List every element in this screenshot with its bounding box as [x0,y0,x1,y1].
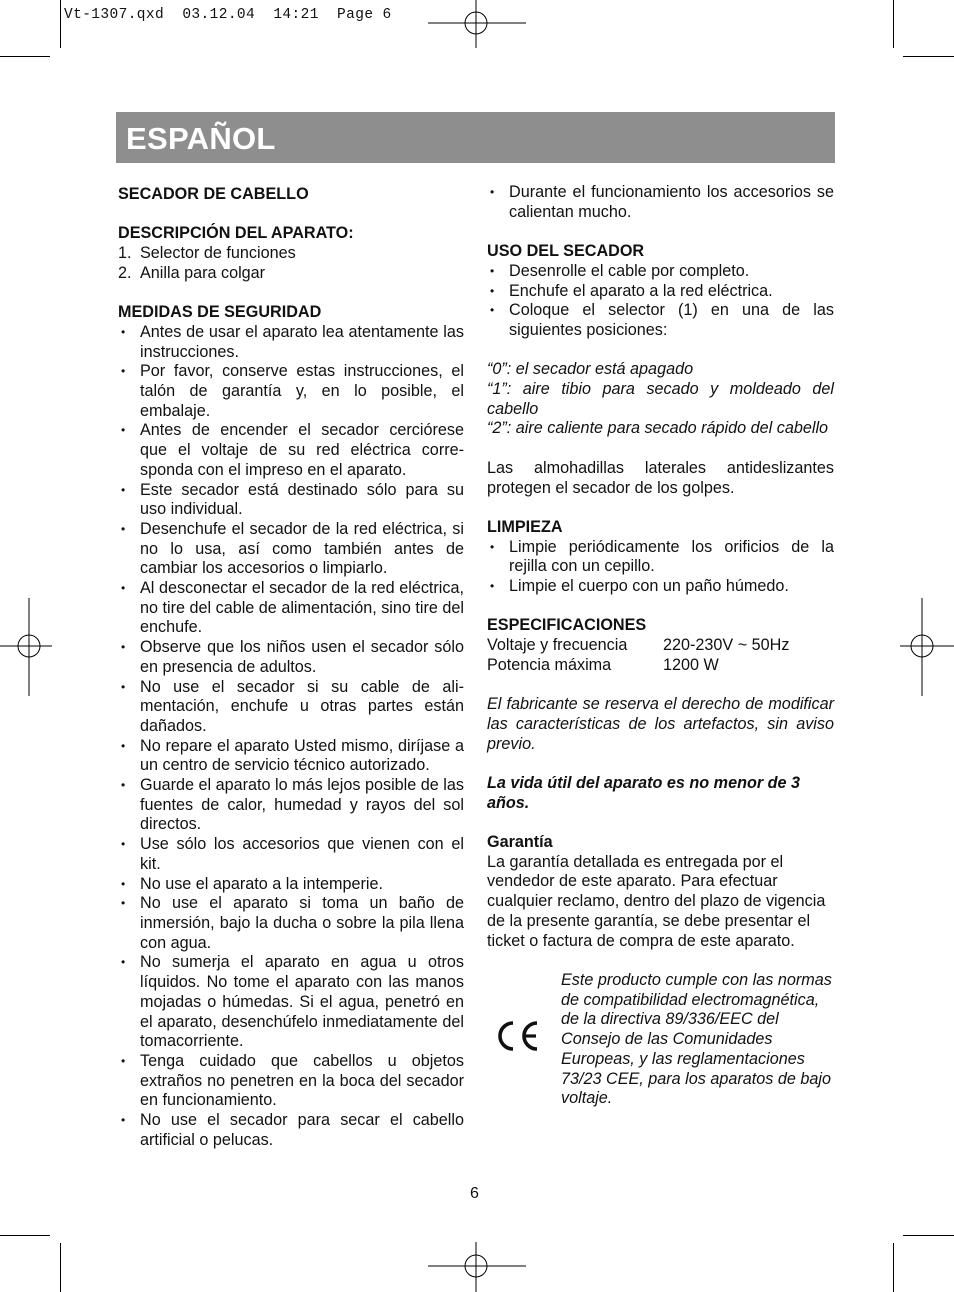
usage-heading: USO DEL SECADOR [487,242,645,261]
crop-mark [903,56,954,57]
list-item: • No repare el aparato Usted mismo, diríjase a un centro de servicio técnico autorizado. [121,736,464,775]
list-item: • Desenrolle el cable por completo. [490,261,750,280]
pads-note: Las almohadillas laterales antideslizantes protegen el secador de los golpes. [487,458,834,497]
list-item: • Antes de usar el aparato lea atentamente las instrucciones. [121,322,464,361]
product-title: SECADOR DE CABELLO [118,185,309,203]
list-item: • Observe que los niños usen el secador sólo en presencia de adultos. [121,638,464,676]
list-item: • Al desconectar el secador de la red eléctrica, no tire del cable de alimentación, sino tire del enchufe. [121,579,464,637]
list-item: • No use el secador si su cable de alimentación, enchufe u otras partes están dañados. [121,677,464,735]
list-item: • No sumerja el aparato en agua u otros líquidos. No tome el aparato con las manos mojadas o húmedas. Si el agua, penetró en el aparato, desenchúfelo inmediatamente del tomacorriente. [121,953,464,1051]
description-heading: DESCRIPCIÓN DEL APARATO: [118,224,354,243]
language-title: ESPAÑOL [126,121,276,156]
registration-mark-icon [900,598,954,696]
position-1: “1”: aire tibio para secado y moldeado del cabello [487,380,834,418]
ce-mark-icon [491,1017,541,1055]
list-item: • Guarde el aparato lo más lejos posible de las fuentes de calor, humedad y rayos del sol directos. [121,776,464,834]
position-2: “2”: aire caliente para secado rápido del cabello [487,419,829,438]
position-0: “0”: el secador está apagado [487,360,694,379]
list-item: • Limpie periódicamente los orificios de la rejilla con un cepillo. [490,537,834,576]
crop-mark [60,0,61,48]
list-item: • Antes de encender el secador cerciórese que el voltaje de su red eléctrica corresponda con el impreso en el aparato. [121,421,464,479]
list-item: • No use el secador para secar el cabello artificial o pelucas. [121,1111,464,1149]
list-item: 2. Anilla para colgar [118,263,266,282]
list-item: • Desenchufe el secador de la red eléctrica, si no lo usa, así como también antes de cambiar los accesorios o limpiarlo. [121,519,464,578]
crop-mark [893,1243,894,1292]
ce-compliance-text: Este producto cumple con las normas de compatibilidad electromagnética, de la directiva 89/336/EEC del Consejo de las Comunidades Europeas, y las reglamentaciones 73/23 CEE, para los aparatos de bajo voltaje. [561,970,832,1108]
crop-mark [903,1235,954,1236]
registration-mark-icon [428,0,526,50]
lifetime-note: La vida útil del aparato es no menor de 3 años. [487,773,801,812]
list-item: 1. Selector de funciones [118,244,296,263]
crop-mark [60,1243,61,1292]
crop-mark [0,56,50,57]
crop-mark [0,1235,50,1236]
print-slug: Vt-1307.qxd 03.12.04 14:21 Page 6 [64,7,392,23]
list-item: • Use sólo los accesorios que vienen con el kit. [121,835,464,873]
language-banner [116,112,835,163]
registration-mark-icon [0,598,52,696]
list-item: • No use el aparato si toma un baño de inmersión, bajo la ducha o sobre la pila llena con agua. [121,894,464,952]
spec-row: Voltaje y frecuencia 220-230V ~ 50Hz [487,636,790,655]
list-item: • Este secador está destinado sólo para su uso individual. [121,480,464,519]
warranty-text: La garantía detallada es entregada por el vendedor de este aparato. Para efectuar cualquier reclamo, dentro del plazo de vigencia de la presente garantía, se debe presentar el ticket o factura de compra de este aparato. [487,852,826,950]
cleaning-heading: LIMPIEZA [487,517,563,536]
list-item: • Enchufe el aparato a la red eléctrica. [490,281,773,300]
registration-mark-icon [428,1242,526,1292]
list-item: • No use el aparato a la intemperie. [121,874,383,893]
specs-heading: ESPECIFICACIONES [487,616,647,635]
spec-row: Potencia máxima 1200 W [487,655,719,674]
ce-block [487,971,834,1111]
crop-mark [893,0,894,48]
list-item: • Tenga cuidado que cabellos u objetos extraños no penetren en la boca del secador en funcionamiento. [121,1051,464,1110]
page-number: 6 [470,1185,479,1202]
list-item: • Limpie el cuerpo con un paño húmedo. [490,577,789,595]
warranty-heading: Garantía [487,833,553,852]
safety-heading: MEDIDAS DE SEGURIDAD [118,303,322,322]
left-column [118,185,464,1150]
list-item: • Por favor, conserve estas instrucciones, el talón de garantía y, en lo posible, el embalaje. [121,362,464,420]
manufacturer-note: El fabricante se reserva el derecho de modificar las características de los artefactos, sin aviso previo. [487,695,834,753]
list-item: • Durante el funcionamiento los accesorios se calientan mucho. [490,183,834,221]
right-column [487,183,834,1111]
list-item: • Coloque el selector (1) en una de las siguientes posiciones: [490,301,834,339]
